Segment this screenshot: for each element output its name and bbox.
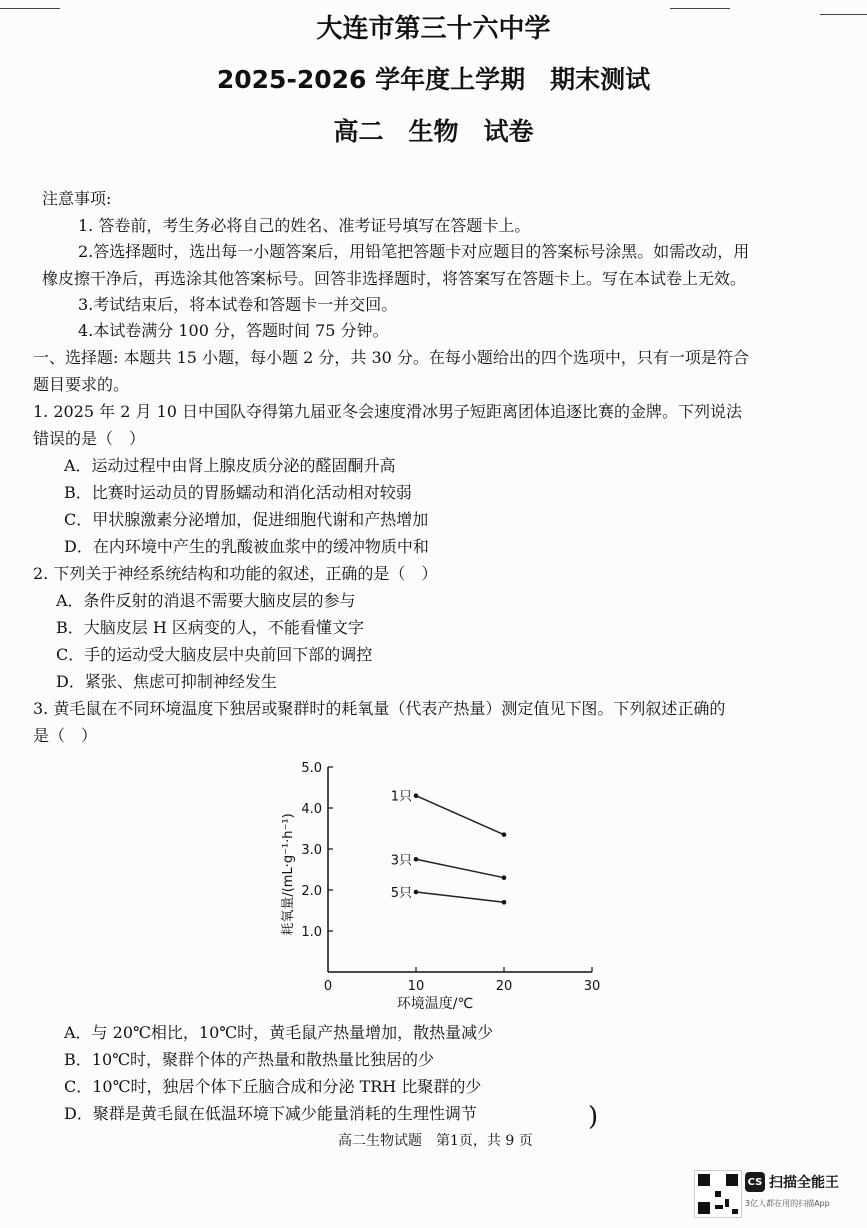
bracket-mark: )	[588, 1102, 599, 1132]
y-tick-label: 3.0	[301, 843, 322, 858]
q2-option-b: B．大脑皮层 H 区病变的人，不能看懂文字	[56, 618, 364, 637]
x-axis-title: 环境温度/℃	[396, 996, 474, 1012]
data-point	[502, 832, 507, 837]
data-point	[414, 793, 419, 798]
x-tick-label: 10	[407, 979, 425, 994]
q3-option-a: A．与 20℃相比，10℃时，黄毛鼠产热量增加，散热量减少	[64, 1023, 494, 1042]
series-label: 1只	[390, 789, 412, 805]
page-footer: 高二生物试题 第1页，共 9 页	[338, 1133, 533, 1149]
oxygen-consumption-chart	[270, 752, 610, 1012]
q3-option-b: B．10℃时，聚群个体的产热量和散热量比独居的少	[64, 1050, 435, 1069]
note-2b: 橡皮擦干净后，再选涂其他答案标号。回答非选择题时，将答案写在答题卡上。写在本试卷上无效。	[42, 269, 747, 288]
q1-option-d: D．在内环境中产生的乳酸被血浆中的缓冲物质中和	[64, 537, 429, 556]
q2-option-c: C．手的运动受大脑皮层中央前回下部的调控	[56, 645, 373, 664]
q3-option-c: C．10℃时，独居个体下丘脑合成和分泌 TRH 比聚群的少	[64, 1077, 482, 1096]
data-point	[414, 890, 419, 895]
q1-stem-1: 1. 2025 年 2 月 10 日中国队夺得第九届亚冬会速度滑冰男子短距离团体追逐比赛的金牌。下列说法	[33, 402, 743, 421]
data-point	[502, 875, 507, 880]
q1-option-c: C．甲状腺激素分泌增加，促进细胞代谢和产热增加	[64, 510, 429, 529]
y-tick-label: 2.0	[301, 884, 322, 899]
data-point	[414, 857, 419, 862]
q3-stem-1: 3. 黄毛鼠在不同环境温度下独居或聚群时的耗氧量（代表产热量）测定值见下图。下列叙述正确的	[33, 699, 726, 718]
q2-stem: 2. 下列关于神经系统结构和功能的叙述，正确的是（ ）	[33, 564, 438, 583]
note-3: 3.考试结束后，将本试卷和答题卡一并交回。	[78, 295, 398, 314]
qr-code-icon	[694, 1170, 742, 1218]
q2-option-a: A．条件反射的消退不需要大脑皮层的参与	[56, 591, 356, 610]
y-axis-title: 耗氧量/(mL·g⁻¹·h⁻¹)	[281, 813, 296, 936]
q3-option-d: D．聚群是黄毛鼠在低温环境下减少能量消耗的生理性调节	[64, 1104, 477, 1123]
brand-name: 扫描全能王	[769, 1175, 839, 1191]
q1-option-b: B．比赛时运动员的胃肠蠕动和消化活动相对较弱	[64, 483, 412, 502]
x-tick-label: 30	[583, 979, 601, 994]
series-line-2	[416, 859, 504, 877]
data-point	[502, 900, 507, 905]
section-heading-2: 题目要求的。	[33, 375, 130, 394]
y-tick-label: 4.0	[301, 802, 322, 817]
camscanner-logo-icon: CS	[745, 1172, 765, 1192]
section-heading-1: 一、选择题: 本题共 15 小题，每小题 2 分，共 30 分。在每小题给出的四个选项中，只有一项是符合	[33, 348, 749, 367]
y-tick-label: 5.0	[301, 761, 322, 776]
x-tick-label: 0	[323, 979, 333, 994]
note-2a: 2.答选择题时，选出每一小题答案后，用铅笔把答题卡对应题目的答案标号涂黑。如需改动，用	[78, 242, 750, 261]
notes-heading: 注意事项:	[42, 189, 112, 208]
note-1: 1. 答卷前，考生务必将自己的姓名、准考证号填写在答题卡上。	[78, 216, 531, 235]
series-line-3	[416, 892, 504, 902]
note-4: 4.本试卷满分 100 分，答题时间 75 分钟。	[78, 321, 389, 340]
school-title: 大连市第三十六中学	[316, 14, 551, 44]
subject-title: 高二 生物 试卷	[333, 117, 534, 146]
series-line-1	[416, 796, 504, 835]
q1-stem-2: 错误的是（ ）	[33, 429, 146, 448]
brand-subtitle: 3亿人都在用的扫描App	[745, 1199, 830, 1208]
y-tick-label: 1.0	[301, 925, 322, 940]
series-label: 5只	[390, 886, 412, 902]
q1-option-a: A．运动过程中由肾上腺皮质分泌的醛固酮升高	[64, 456, 396, 475]
series-label: 3只	[390, 853, 412, 869]
term-title: 2025-2026 学年度上学期 期末测试	[216, 65, 651, 94]
scanner-brand	[745, 1172, 839, 1192]
q3-stem-2: 是（ ）	[33, 726, 98, 745]
x-tick-label: 20	[495, 979, 513, 994]
q2-option-d: D．紧张、焦虑可抑制神经发生	[56, 672, 277, 691]
